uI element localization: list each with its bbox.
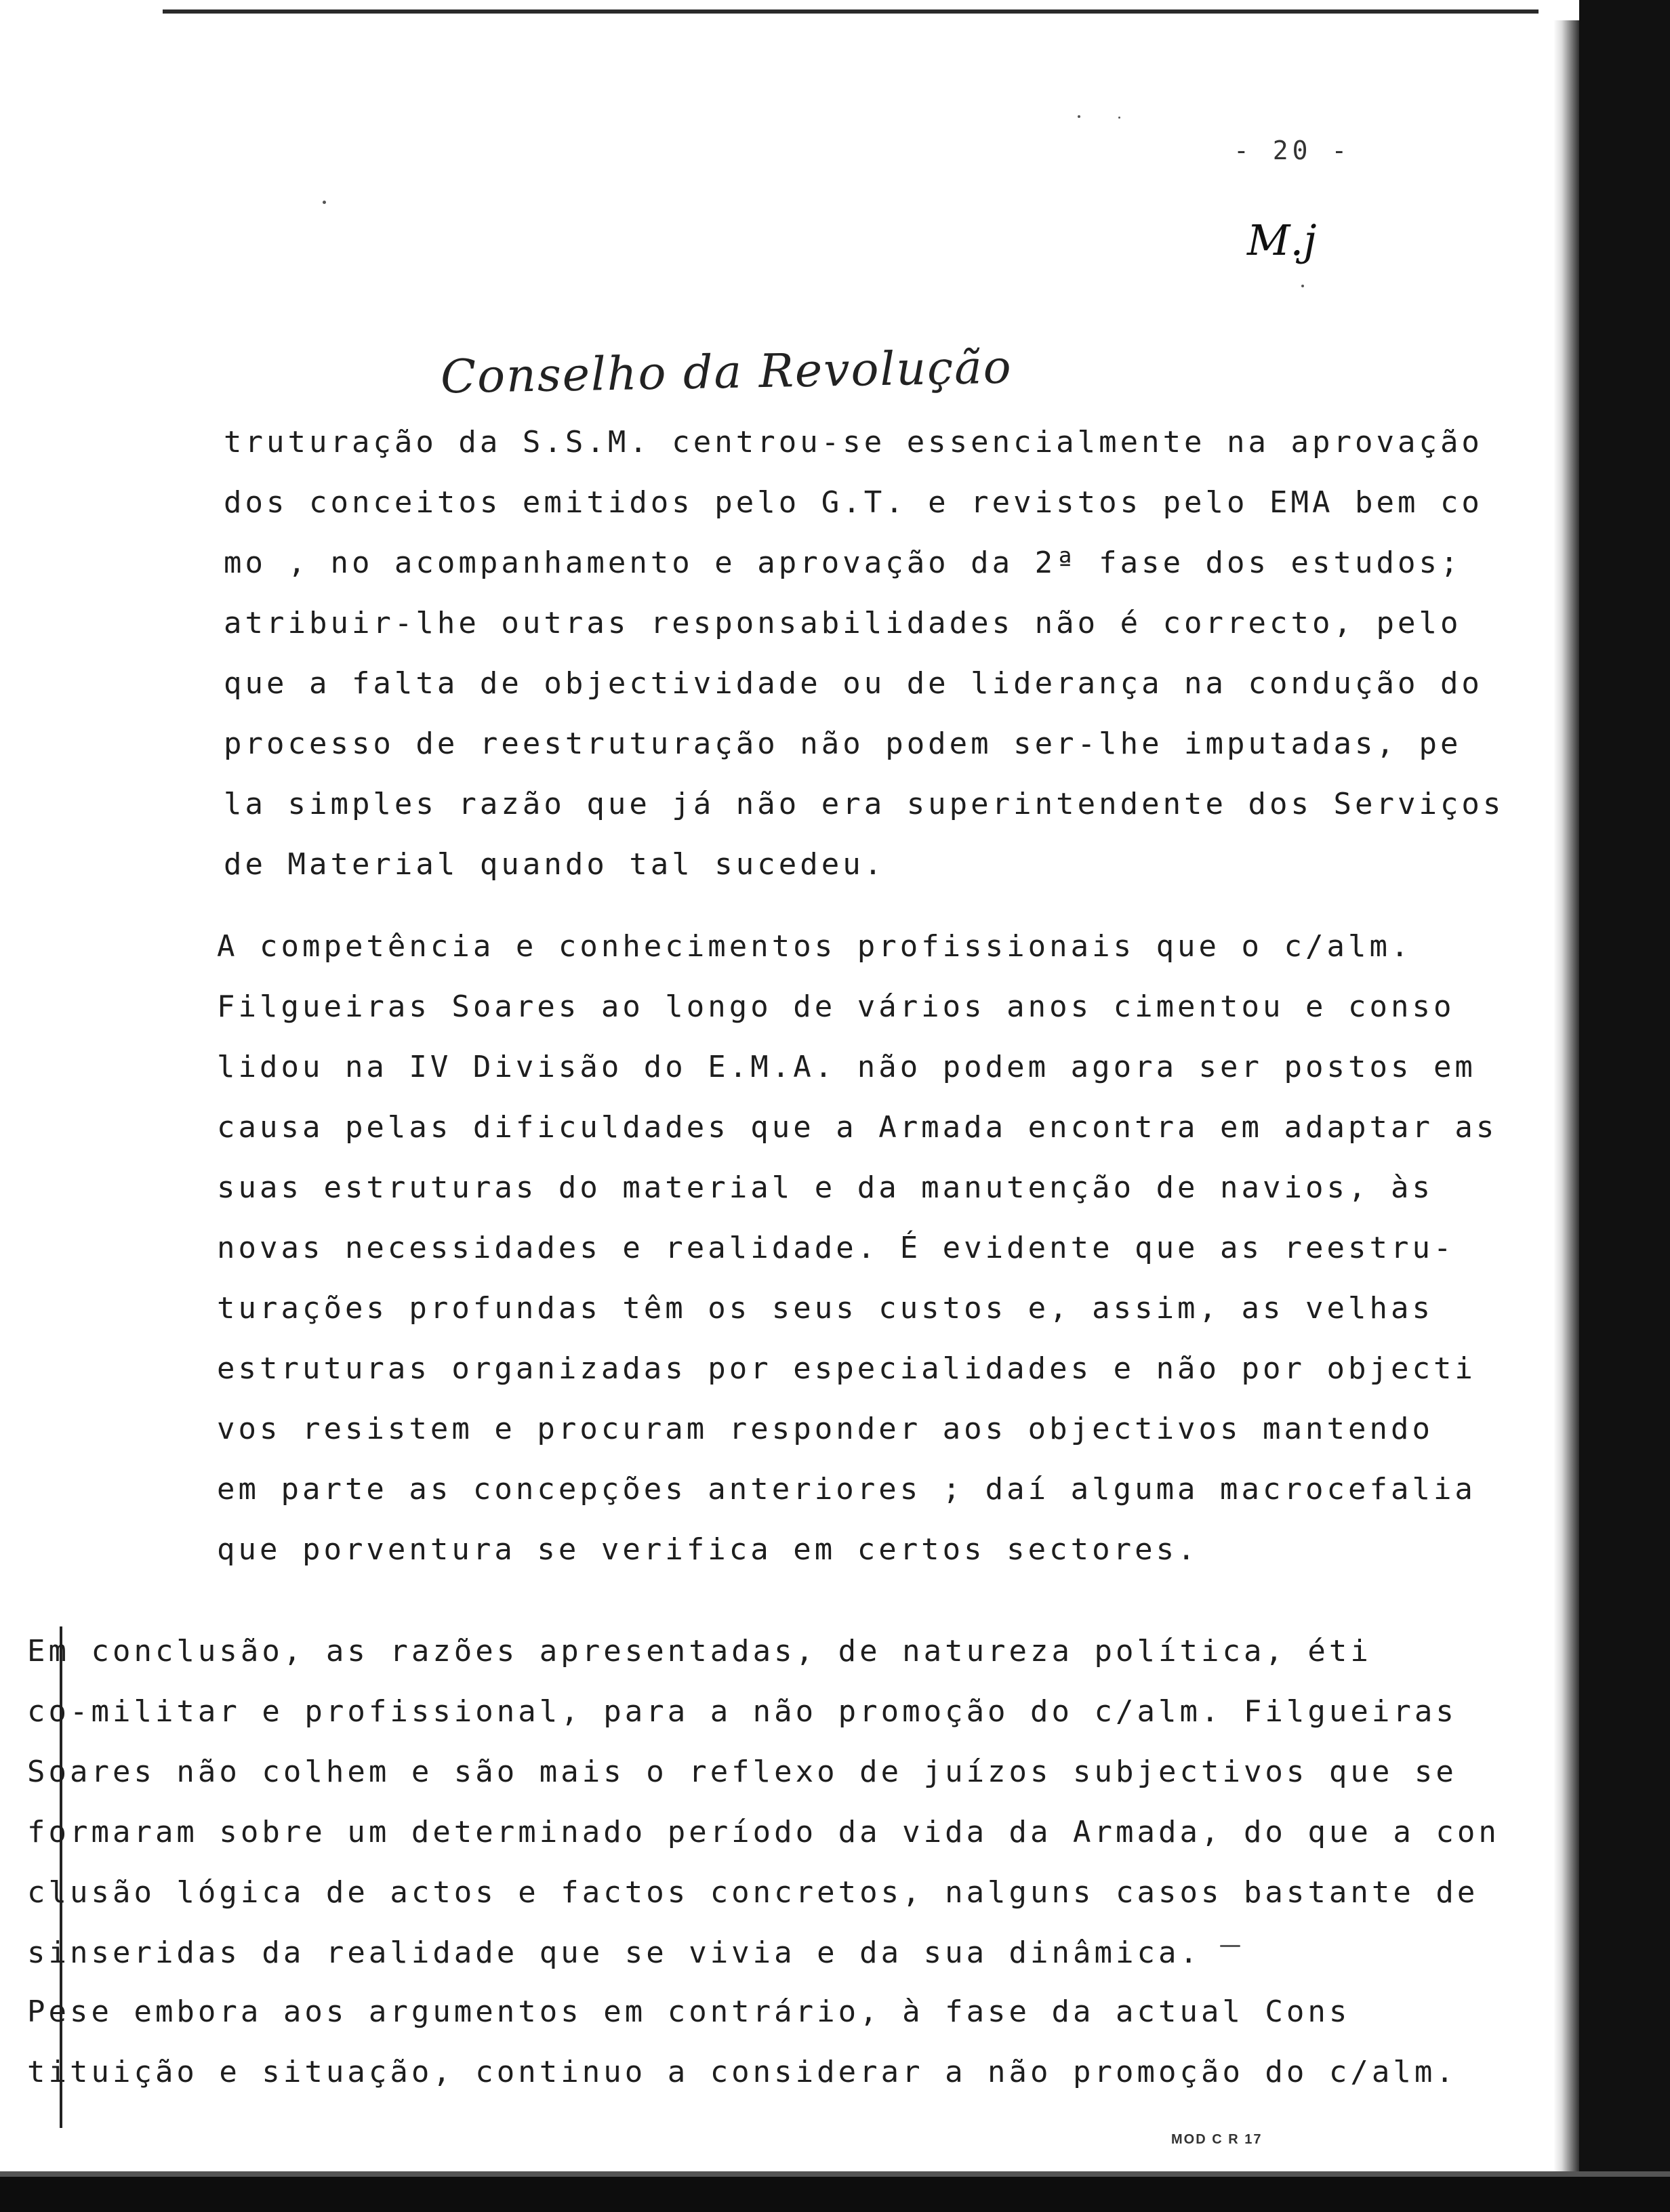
text-line: que a falta de objectividade ou de liderança na condução do bbox=[224, 666, 1483, 701]
text-line: turações profundas têm os seus custos e, assim, as velhas bbox=[217, 1291, 1433, 1326]
scan-speck bbox=[1301, 285, 1304, 287]
text-line: novas necessidades e realidade. É evidente que as reestru- bbox=[217, 1231, 1455, 1265]
text-line: truturação da S.S.M. centrou-se essencialmente na aprovação bbox=[224, 425, 1483, 459]
text-line: Em conclusão, as razões apresentadas, de natureza política, éti bbox=[27, 1634, 1372, 1668]
text-line: Pese embora aos argumentos em contrário, à fase da actual Cons bbox=[27, 1994, 1351, 2029]
text-line: Soares não colhem e são mais o reflexo de juízos subjectivos que se bbox=[27, 1755, 1457, 1789]
text-line: co-militar e profissional, para a não promoção do c/alm. Filgueiras bbox=[27, 1694, 1457, 1729]
text-line: causa pelas dificuldades que a Armada encontra em adaptar as bbox=[217, 1110, 1498, 1145]
page-number: - 20 - bbox=[1234, 136, 1351, 165]
text-line: tituição e situação, continuo a considerar a não promoção do c/alm. bbox=[27, 2055, 1457, 2089]
text-line: vos resistem e procuram responder aos objectivos mantendo bbox=[217, 1412, 1433, 1446]
scan-speck bbox=[1078, 115, 1080, 118]
scan-shadow-edge bbox=[1553, 20, 1581, 2212]
text-line: dos conceitos emitidos pelo G.T. e revistos pelo EMA bem co bbox=[224, 485, 1483, 520]
text-line: clusão lógica de actos e factos concretos, nalguns casos bastante de bbox=[27, 1875, 1479, 1910]
text-line: formaram sobre um determinado período da vida da Armada, do que a con bbox=[27, 1815, 1500, 1849]
text-line: sinseridas da realidade que se vivia e da sua dinâmica. bbox=[27, 1936, 1201, 1970]
text-line: A competência e conhecimentos profissionais que o c/alm. bbox=[217, 929, 1412, 964]
paragraph-3 bbox=[27, 1621, 1500, 1983]
scan-speck bbox=[323, 201, 326, 204]
bottom-scan-band bbox=[0, 2177, 1670, 2212]
bottom-scan-edge bbox=[0, 2171, 1670, 2177]
paragraph-4 bbox=[27, 1982, 1457, 2102]
text-line: estruturas organizadas por especialidades e não por objecti bbox=[217, 1351, 1476, 1386]
handwritten-initials: M.j bbox=[1247, 216, 1317, 265]
top-border-rule bbox=[163, 9, 1539, 14]
text-line: mo , no acompanhamento e aprovação da 2ª fase dos estudos; bbox=[224, 546, 1462, 580]
paragraph-1 bbox=[224, 412, 1504, 895]
text-line: suas estruturas do material e da manutenção de navios, às bbox=[217, 1170, 1433, 1205]
scan-binding-edge bbox=[1579, 0, 1670, 2212]
scan-speck bbox=[1220, 1945, 1240, 1947]
council-stamp: Conselho da Revolução bbox=[440, 340, 1013, 405]
text-line: processo de reestruturação não podem ser-lhe imputadas, pe bbox=[224, 726, 1462, 761]
scan-speck bbox=[1118, 117, 1120, 119]
text-line: la simples razão que já não era superintendente dos Serviços bbox=[224, 787, 1505, 821]
text-line: Filgueiras Soares ao longo de vários anos cimentou e conso bbox=[217, 989, 1455, 1024]
text-line: que porventura se verifica em certos sectores. bbox=[217, 1532, 1199, 1567]
form-code: MOD C R 17 bbox=[1171, 2132, 1263, 2147]
paragraph-2 bbox=[217, 916, 1497, 1580]
text-line: atribuir-lhe outras responsabilidades não é correcto, pelo bbox=[224, 606, 1462, 640]
text-line: lidou na IV Divisão do E.M.A. não podem agora ser postos em bbox=[217, 1050, 1476, 1084]
text-line: em parte as concepções anteriores ; daí alguma macrocefalia bbox=[217, 1472, 1476, 1507]
text-line: de Material quando tal sucedeu. bbox=[224, 847, 886, 882]
